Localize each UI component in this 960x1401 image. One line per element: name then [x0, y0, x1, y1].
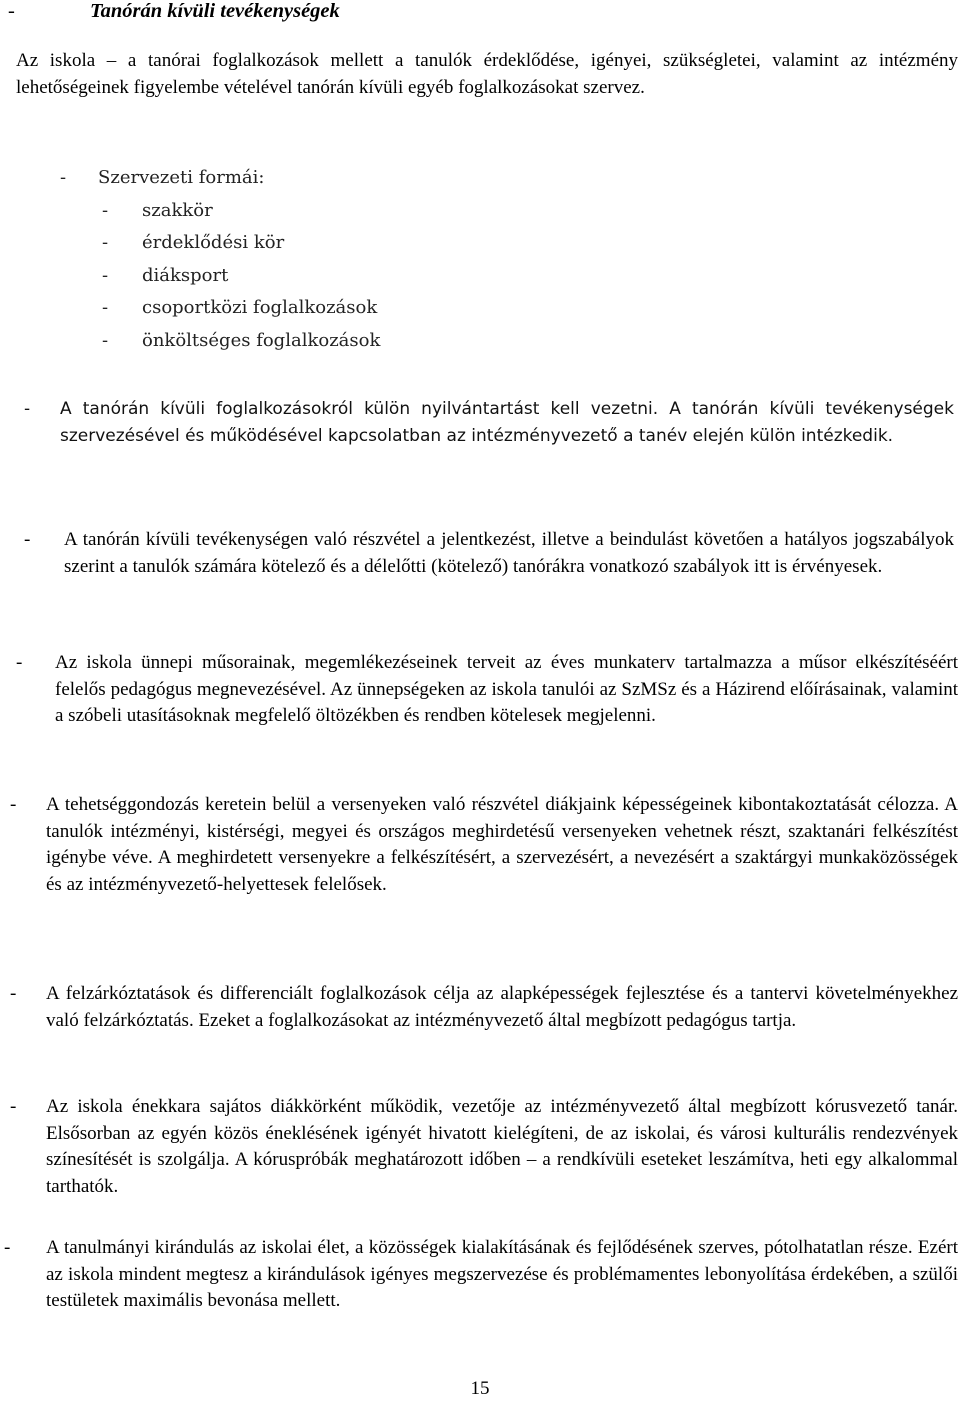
org-forms-label: Szervezeti formái:: [98, 167, 265, 188]
bullet-text: A felzárkóztatások és differenciált foglalkozások célja az alapképességek fejlesztése és a tantervi követelményekhez való felzárkóztatás. Ezeket a foglalkozásokat az intézményvezető által megbízott pedagógus tartja.: [46, 983, 958, 1031]
bullet-text: A tanórán kívüli foglalkozásokról külön nyilvántartást kell vezetni. A tanórán kívüli tevékenységek szervezésével és működésével kapcsolatban az intézményvezető a tanév elején külön intézkedik.: [60, 399, 954, 446]
bullet-item-ceremonies: - Az iskola ünnepi műsorainak, megemlékezéseinek terveit az éves munkaterv tartalmazza a műsor elkészítéséért felelős pedagógus megnevezésével. Az ünnepségeken az iskola tanulói az SzMSz és a Házirend előírásainak, valamint a szóbeli utasításoknak megfelelő öltözékben és rendben kötelesek megjelenni.: [16, 650, 958, 730]
org-form-item: szakkör: [142, 199, 213, 221]
org-form-item: csoportközi foglalkozások: [142, 297, 378, 318]
org-form-item: érdeklődési kör: [142, 232, 285, 253]
heading-dash: -: [8, 0, 15, 22]
bullet-item-choir: - Az iskola énekkara sajátos diákkörként működik, vezetője az intézményvezető által megbízott kórusvezető tanár. Elsősorban az egyén közös éneklésének igényét hivatott kielégíteni, de az iskolai, és városi kulturális rendezvények színesítését is szolgálja. A kóruspróbák meghatározott időben – a rendkívüli eseteket leszámítva, heti egy alkalommal tarthatók.: [10, 1094, 958, 1200]
bullet-text: Az iskola énekkara sajátos diákkörként működik, vezetője az intézményvezető által megbízott kórusvezető tanár. Elsősorban az egyén közös éneklésének igényét hivatott kielégíteni, de az iskolai, és városi kulturális rendezvények színesítését is szolgálja. A kóruspróbák meghatározott időben – a rendkívüli eseteket leszámítva, heti egy alkalommal tarthatók.: [46, 1096, 958, 1197]
list-dash: -: [60, 167, 67, 188]
bullet-item-records: - A tanórán kívüli foglalkozásokról külön nyilvántartást kell vezetni. A tanórán kívüli tevékenységek szervezésével és működésével kapcsolatban az intézményvezető a tanév elején külön intézkedik.: [24, 396, 954, 449]
bullet-item-participation: - A tanórán kívüli tevékenységen való részvétel a jelentkezést, illetve a beindulást követően a hatályos jogszabályok szerint a tanulók számára kötelező és a délelőtti (kötelező) tanórákra vonatkozó szabályok itt is érvényesek.: [24, 527, 954, 580]
page-number: 15: [470, 1378, 490, 1399]
bullet-item-excursion: - A tanulmányi kirándulás az iskolai élet, a közösségek kialakításának és fejlődésének szerves, pótolhatatlan része. Ezért az iskola mindent megtesz a kirándulások igényes megszervezése és problémamentes lebonyolítása érdekében, a szülői testületek maximális bevonása mellett.: [4, 1235, 958, 1315]
bullet-text: A tehetséggondozás keretein belül a versenyeken való részvétel diákjaink képességeinek kibontakoztatását célozza. A tanulók intézményi, kistérségi, megyei és országos meghirdetésű versenyeken vehetnek részt, szaktanári felkészítést igénybe véve. A meghirdetett versenyekre a felkészítésért, a szervezésért, a nevezésért a szaktárgyi munkaközösségek és az intézményvezető-helyettesek felelősek.: [46, 794, 958, 895]
org-form-item: önköltséges foglalkozások: [142, 329, 381, 351]
bullet-text: A tanórán kívüli tevékenységen való részvétel a jelentkezést, illetve a beindulást követően a hatályos jogszabályok szerint a tanulók számára kötelező és a délelőtti (kötelező) tanórákra vonatkozó szabályok itt is érvényesek.: [64, 529, 954, 577]
section-heading: [8, 0, 340, 24]
bullet-item-talent: - A tehetséggondozás keretein belül a versenyeken való részvétel diákjaink képességeinek kibontakoztatását célozza. A tanulók intézményi, kistérségi, megyei és országos meghirdetésű versenyeken vehetnek részt, szaktanári felkészítést igénybe véve. A meghirdetett versenyekre a felkészítésért, a szervezésért, a nevezésért a szaktárgyi munkaközösségek és az intézményvezető-helyettesek felelősek.: [10, 792, 958, 898]
bullet-item-catchup: - A felzárkóztatások és differenciált foglalkozások célja az alapképességek fejlesztése és a tantervi követelményekhez való felzárkóztatás. Ezeket a foglalkozásokat az intézményvezető által megbízott pedagógus tartja.: [10, 981, 958, 1034]
intro-paragraph: Az iskola – a tanórai foglalkozások mellett a tanulók érdeklődése, igényei, szükségletei, valamint az intézmény lehetőségeinek figyelembe vételével tanórán kívüli egyéb foglalkozásokat szervez.: [16, 50, 958, 98]
document-page: - Tanórán kívüli tevékenységek Az iskola – a tanórai foglalkozások mellett a tanulók érdeklődése, igényei, szükségletei, valamint az intézmény lehetőségeinek figyelembe vételével tanórán kívüli egyéb foglalkozásokat szervez. - Szervezeti formái: - szakkör - érdeklődési kör - diáksport - csoportközi foglalkozások - önköltséges foglalkozások - A tanórán kívüli foglalkozásokról külön nyilvántartást kell vezetni. A tanórán kívüli tevékenységek szervezésével és működésével kapcsolatban az intézményvezető a tanév elején külön intézkedik. - A tanórán kívüli tevékenységen való részvétel a jelentkezést, illetve a beindulást követően a hatályos jogszabályok szerint a tanulók számára kötelező és a délelőtti (kötelező) tanórákra vonatkozó szabályok itt is érvényesek. - Az iskola ünnepi műsorainak, megemlékezéseinek terveit az éves munkaterv tartalmazza a műsor elkészítéséért felelős pedagógus megnevezésével. Az ünnepségeken az iskola tanulói az SzMSz és a Házirend előírásainak, valamint a szóbeli utasításoknak megfelelő öltözékben és rendben kötelesek megjelenni. - A tehetséggondozás keretein belül a versenyeken való részvétel diákjaink képességeinek kibontakoztatását célozza. A tanulók intézményi, kistérségi, megyei és országos meghirdetésű versenyeken vehetnek részt, szaktanári felkészítést igénybe véve. A meghirdetett versenyekre a felkészítésért, a szervezésért, a nevezésért a szaktárgyi munkaközösségek és az intézményvezető-helyettesek felelősek. - A felzárkóztatások és differenciált foglalkozások célja az alapképességek fejlesztése és a tantervi követelményekhez való felzárkóztatás. Ezeket a foglalkozásokat az intézményvezető által megbízott pedagógus tartja. - Az iskola énekkara sajátos diákkörként működik, vezetője az intézményvezető által megbízott kórusvezető tanár. Elsősorban az egyén közös éneklésének igényét hivatott kielégíteni, de az iskolai, és városi kulturális rendezvények színesítését is szolgálja. A kóruspróbák meghatározott időben – a rendkívüli eseteket leszámítva, heti egy alkalommal tarthatók. - A tanulmányi kirándulás az iskolai élet, a közösségek kialakításának és fejlődésének szerves, pótolhatatlan része. Ezért az iskola mindent megtesz a kirándulások igényes megszervezése és problémamentes lebonyolítása érdekében, a szülői testületek maximális bevonása mellett. 15: [0, 0, 960, 1401]
bullet-text: Az iskola ünnepi műsorainak, megemlékezéseinek terveit az éves munkaterv tartalmazza a műsor elkészítéséért felelős pedagógus megnevezésével. Az ünnepségeken az iskola tanulói az SzMSz és a Házirend előírásainak, valamint a szóbeli utasításoknak megfelelő öltözékben és rendben kötelesek megjelenni.: [55, 652, 958, 726]
org-form-item: diáksport: [142, 264, 229, 286]
heading-title: Tanórán kívüli tevékenységek: [90, 0, 340, 22]
bullet-text: A tanulmányi kirándulás az iskolai élet, a közösségek kialakításának és fejlődésének szerves, pótolhatatlan része. Ezért az iskola mindent megtesz a kirándulások igényes megszervezése és problémamentes lebonyolítása érdekében, a szülői testületek maximális bevonása mellett.: [46, 1237, 958, 1311]
